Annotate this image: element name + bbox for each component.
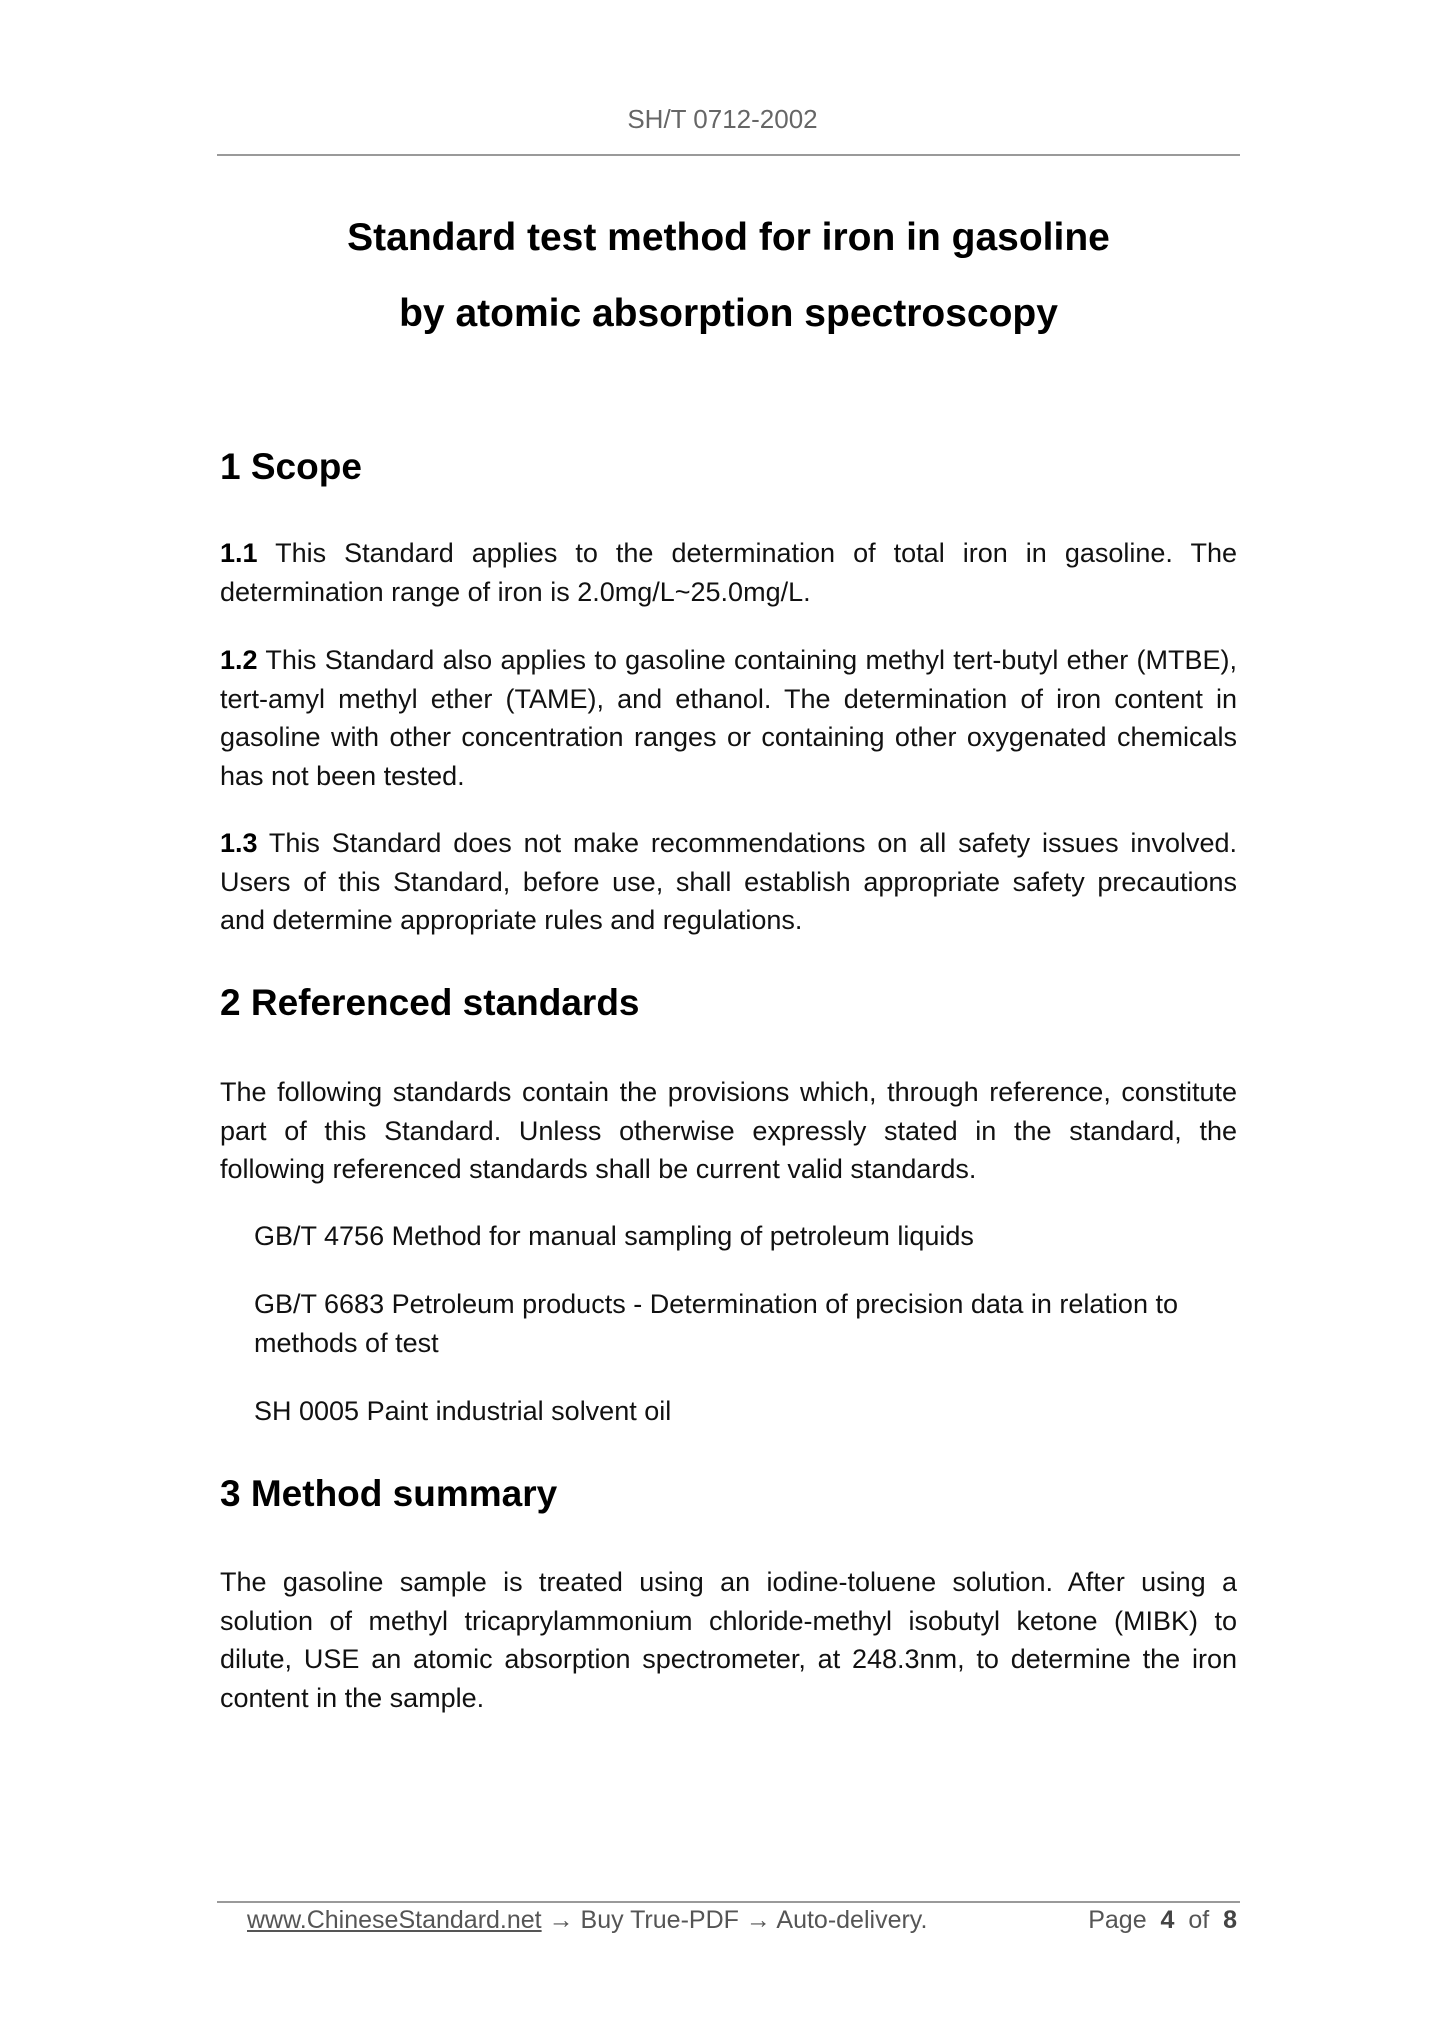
footer-promo-text: → Buy True-PDF → Auto-delivery. [541, 1906, 928, 1934]
section-heading-method-summary: 3 Method summary [220, 1473, 558, 1514]
page-footer [247, 1906, 1237, 1935]
section-heading-referenced-standards: 2 Referenced standards [220, 982, 640, 1023]
referenced-standards-intro: The following standards contain the provisions which, through reference, constitute part of this Standard. Unless otherwise expressly stated in the standard, the following referenced standards shall be current valid standards. [220, 1077, 1237, 1184]
of-label: of [1188, 1906, 1210, 1934]
footer-promo [247, 1906, 927, 1935]
page-indicator [1088, 1906, 1237, 1935]
clause-number: 1.1 [220, 538, 258, 568]
method-summary-body: The gasoline sample is treated using an iodine-toluene solution. After using a solution of methyl tricaprylammonium chloride-methyl isobutyl ketone (MIBK) to dilute, USE an atomic absorption spectrometer, at 248.3nm, to determine the iron content in the sample. [220, 1567, 1237, 1713]
chinesestandard-link[interactable]: www.ChineseStandard.net [247, 1906, 542, 1934]
reference-item: GB/T 6683 Petroleum products - Determination of precision data in relation to methods of test [254, 1289, 1178, 1358]
header-divider [217, 154, 1240, 156]
reference-item: SH 0005 Paint industrial solvent oil [254, 1396, 672, 1426]
clause-1-2 [220, 641, 1237, 795]
clause-text: This Standard does not make recommendations on all safety issues involved. Users of this Standard, before use, shall establish appropriate safety precautions and determine appropriate rules and regulations. [220, 828, 1237, 935]
reference-item: GB/T 4756 Method for manual sampling of petroleum liquids [254, 1221, 974, 1251]
clause-number: 1.3 [220, 828, 258, 858]
clause-text: This Standard applies to the determination of total iron in gasoline. The determination range of iron is 2.0mg/L~25.0mg/L. [220, 538, 1237, 607]
document-title-line-1: Standard test method for iron in gasoline [347, 216, 1110, 259]
current-page-number: 4 [1160, 1906, 1175, 1934]
clause-1-1 [220, 534, 1237, 611]
document-code-header: SH/T 0712-2002 [627, 104, 818, 134]
clause-text: This Standard also applies to gasoline containing methyl tert-butyl ether (MTBE), tert-amyl methyl ether (TAME), and ethanol. The determination of iron content in gasoline with other concentration ranges or containing other oxygenated chemicals has not been tested. [220, 645, 1237, 791]
section-heading-scope: 1 Scope [220, 446, 362, 487]
clause-number: 1.2 [220, 645, 258, 675]
document-title-line-2: by atomic absorption spectroscopy [399, 292, 1058, 335]
clause-1-3 [220, 824, 1237, 940]
total-page-count: 8 [1223, 1906, 1237, 1934]
page-label: Page [1088, 1906, 1147, 1934]
footer-divider [217, 1901, 1240, 1903]
